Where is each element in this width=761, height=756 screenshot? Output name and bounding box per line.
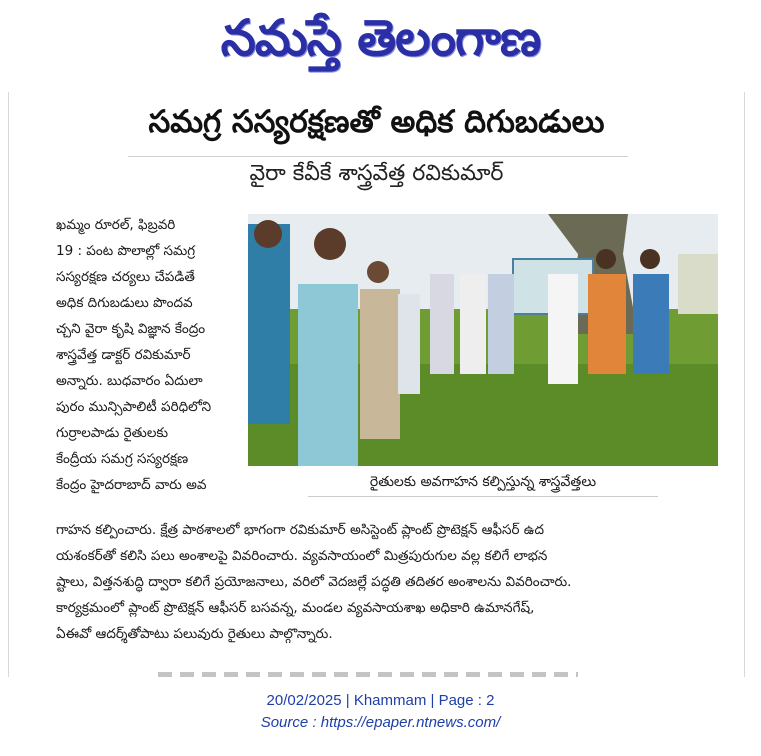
edition-meta: 20/02/2025 | Khammam | Page : 2 (266, 692, 495, 709)
column-line: శాస్త్రవేత్త డాక్టర్ రవికుమార్ (56, 347, 191, 363)
column-line: సస్యరక్షణ చర్యలు చేపడితే (56, 269, 195, 285)
footer (0, 690, 761, 734)
column-line: గుర్రాలపాడు రైతులకు (56, 425, 169, 441)
column-line: కేంద్రీయ సమగ్ర సస్యరక్షణ (56, 451, 189, 467)
column-line: ఖమ్మం రూరల్, ఫిబ్రవరి (56, 217, 176, 233)
body-line: గాహన కల్పించారు. క్షేత్ర పాఠశాలలో భాగంగా రవికుమార్ అసిస్టెంట్ ప్లాంట్ ప్రొటెక్షన్ ఆఫీసర్ ఉద (56, 522, 545, 538)
column-line: అధిక దిగుబడులు పొందవ (56, 295, 193, 311)
body-line: కార్యక్రమంలో ప్లాంట్ ప్రొటెక్షన్ ఆఫీసర్ బసవన్న, మండల వ్యవసాయశాఖ అధికారి ఉమానగేష్, (56, 600, 535, 616)
column-line: చ్చని వైరా కృషి విజ్ఞాన కేంద్రం (56, 321, 206, 337)
masthead (0, 0, 761, 80)
article-clipping (8, 92, 745, 677)
farmers-field-illustration (248, 214, 718, 466)
article-headline: సమగ్ర సస్యరక్షణతో అధిక దిగుబడులు (148, 104, 605, 140)
article-column (56, 212, 246, 498)
article-subheadline: వైరా కేవీకే శాస్త్రవేత్త రవికుమార్ (249, 161, 504, 186)
column-line: 19 : పంట పొలాల్లో సమగ్ర (56, 243, 196, 259)
headline-divider (128, 156, 628, 157)
body-line: యశంకర్‌తో కలిసి పలు అంశాలపై వివరించారు. వ్యవసాయంలో మిత్రపురుగుల వల్ల కలిగే లాభన (56, 548, 548, 564)
newspaper-logo: నమస్తే తెలంగాణ (220, 8, 541, 67)
photo-caption: రైతులకు అవగాహన కల్పిస్తున్న శాస్త్రవేత్తలు (369, 474, 597, 490)
body-line: ఏఈవో ఆదర్శ్‌తోపాటు పలువురు రైతులు పాల్గొన్నారు. (56, 626, 333, 642)
column-line: పురం మున్సిపాలిటీ పరిధిలోని (56, 399, 212, 415)
source-link[interactable]: Source : https://epaper.ntnews.com/ (260, 714, 501, 731)
caption-divider (308, 496, 658, 497)
cut-off-next-article (158, 672, 578, 677)
article-body-wide (56, 517, 726, 647)
article-photo (248, 214, 718, 466)
body-line: ష్టాలు, విత్తనశుద్ధి ద్వారా కలిగే ప్రయోజనాలు, వరిలో వెదజల్లే పద్ధతి తదితర అంశాలను వివరించారు. (56, 574, 572, 590)
column-line: కేంద్రం హైదరాబాద్ వారు అవ (56, 477, 207, 493)
column-line: అన్నారు. బుధవారం ఏదులా (56, 373, 203, 389)
